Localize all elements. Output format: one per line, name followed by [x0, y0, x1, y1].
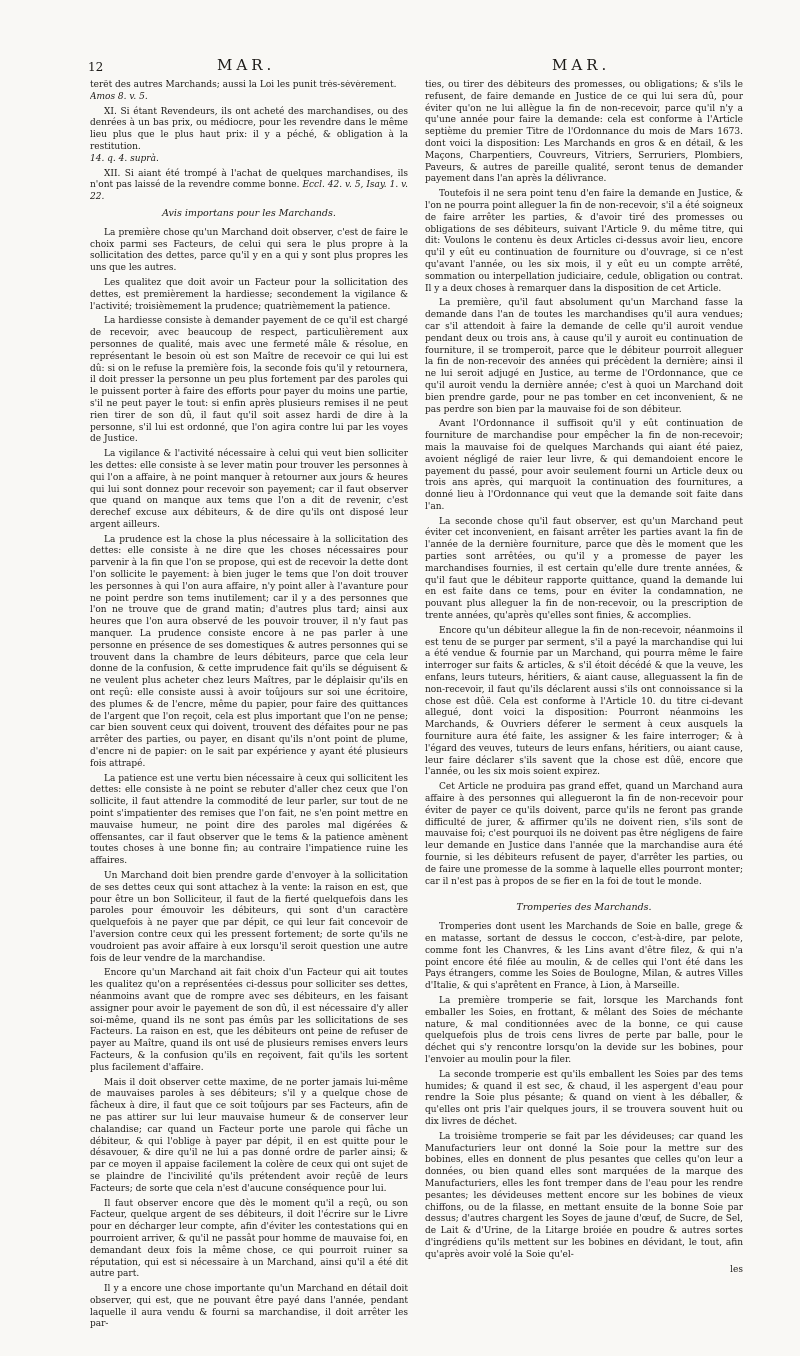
paragraph: Avant l'Ordonnance il suffisoit qu'il y eût continuation de fourniture de marchandise pour empêcher la fin de non-recevoir; mais la mauvaise foi de quelques Marchands qui aiant été paiez, avoient négligé de raier leur livre, & qui demandoient encore le payement du passé, pour avoir seulement fourni un Article deux ou trois ans après, qui marquoit la continuation des fournitures, a donné lieu à l'Ordonnance qui veut que la demande soit faite dans l'an.	[425, 419, 743, 512]
paragraph: Toutefois il ne sera point tenu d'en faire la demande en Justice, & l'on ne pourra point alleguer la fin de non-recevoir, s'il a été soigneux de faire arrêter les parties, & d'avoir tiré des promesses ou obligations de ses débiteurs, suivant l'Article 9. du même titre, qui dit: Voulons le contenu ès deux Articles ci-dessus avoir lieu, encore qu'il y eût eu continuation de fourniture ou d'ouvrage, si ce n'est qu'avant l'année, ou les six mois, il y eût eu un compte arrêté, sommation ou interpellation judiciaire, cedule, obligation ou contrat. Il y a deux choses à remarquer dans la disposition de cet Article.	[425, 189, 743, 294]
paragraph: La première tromperie se fait, lorsque les Marchands font emballer les Soies, en frottant, & mêlant des Soies de méchante nature, & mal conditionnées avec de la bonne, ce qui cause quelquefois plus de trois cens livres de perte par balle, pour le déchet qui s'y rencontre lorsqu'on la devide sur les bobines, pour l'envoier au moulin pour la filer.	[425, 995, 743, 1065]
paragraph: La première, qu'il faut absolument qu'un Marchand fasse la demande dans l'an de toutes les marchandises qu'il aura vendues; car s'il attendoit à faire la demande de celle qu'il auroit vendue pendant deux ou trois ans, à cause qu'il y auroit eu continuation de fourniture, il se tromperoit, parce que le débiteur pourroit alleguer la fin de non-recevoir des années qui précèdent la dernière; ainsi il ne lui seroit adjugé en Justice, au terme de l'Ordonnance, que ce qu'il auroit vendu la dernière année; c'est à quoi un Marchand doit bien prendre garde, pour ne pas tomber en cet inconvenient, & ne pas perdre son bien par la mauvaise foi de son débiteur.	[425, 298, 743, 415]
page-number: 12	[88, 60, 104, 74]
paragraph: Encore qu'un Marchand ait fait choix d'un Facteur qui ait toutes les qualitez qu'on a représentées ci-dessus pour solliciter ses dettes, néanmoins avant que de rompre avec ses débiteurs, en les faisant assigner pour avoir le payement de son dû, il est nécessaire d'y aller soi-même, quand ils ne sont pas émûs par les sollicitations de ses Facteurs. La raison en est, que les débiteurs ont peine de refuser de payer au Maître, quand ils ont usé de plusieurs remises envers leurs Facteurs, & la confusion qu'ils en reçoivent, fait qu'ils les sortent plus facilement d'affaire.	[90, 968, 408, 1073]
paragraph: Encore qu'un débiteur allegue la fin de non-recevoir, néanmoins il est tenu de se purger par serment, s'il a payé la marchandise qui lui a été vendue & fournie par un Marchand, qui pourra même le faire interroger sur faits & articles, & s'il étoit décédé & que la veuve, les enfans, leurs tuteurs, héritiers, & aiant cause, alleguassent la fin de non-recevoir, il faut qu'ils déclarent aussi s'ils ont connoissance si la chose est dûë. Cela est conforme à l'Article 10. du titre ci-devant allegué, dont voici la disposition: Pourront néanmoins les Marchands, & Ouvriers déferer le serment à ceux ausquels la fourniture aura été faite, les assigner & les faire interroger; & à l'égard des veuves, tuteurs de leurs enfans, héritiers, ou aiant cause, leur faire déclarer s'ils savent que la chose est dûë, encore que l'année, ou les six mois soient expirez.	[425, 625, 743, 778]
paragraph: La vigilance & l'activité nécessaire à celui qui veut bien solliciter les dettes: elle consiste à se lever matin pour trouver les personnes à qui l'on a affaire, à ne point manquer à retourner aux jours & heures qui lui sont donnez pour recevoir son payement; car il faut observer que quand on manque aux tems que l'on a dit de revenir, c'est derechef excuse aux débiteurs, & de dire qu'ils ont disposé leur argent ailleurs.	[90, 449, 408, 530]
left-column	[90, 80, 408, 1340]
paragraph: terêt des autres Marchands; aussi la Loi les punit très-sévèrement. Amos 8. v. 5.	[90, 80, 397, 102]
paragraph: La hardiesse consiste à demander payement de ce qu'il est chargé de recevoir, avec beaucoup de respect, particulièrement aux personnes de qualité, mais avec une fermeté mâle & résolue, en représentant le besoin où est son Maître de recevoir ce qui lui est dû: si on le refuse la première fois, la seconde fois qu'il y retournera, il doit presser la personne un peu plus fortement par des paroles qui le puissent porter à faire des efforts pour payer du moins une partie, s'il ne peut payer le tout: si enfin après plusieurs remises il ne peut rien tirer de son dû, il faut qu'il soit assez hardi de dire à la personne, s'il lui est ordonné, que l'on agira contre lui par les voyes de Justice.	[90, 316, 408, 445]
paragraph: La troisième tromperie se fait par les dévideuses; car quand les Manufacturiers leur ont donné la Soie pour la mettre sur des bobines, elles en donnent de plus pesantes que celles qu'on leur a données, ou bien quand elles sont marquées de la marque des Manufacturiers, elles les font tremper dans de l'eau pour les rendre pesantes; les dévideuses mettent encore sur les bobines de vieux chiffons, ou de la filasse, en mettant ensuite de la bonne Soie par dessus; d'autres chargent les Soyes de jaune d'œuf, de Sucre, de Sel, de Lait & d'Urine, de la Litarge broiée en poudre & autres sortes d'ingrédiens qu'ils mettent sur les bobines en dévidant, le tout, afin qu'après avoir volé la Soie qu'el-	[425, 1131, 743, 1260]
reference: 14. q. 4. suprà.	[90, 153, 159, 164]
right-column	[425, 80, 743, 1340]
paragraph: ties, ou tirer des débiteurs des promesses, ou obligations; & s'ils le refusent, de faire demande en Justice de ce qui lui sera dû, pour éviter qu'on ne lui allègue la fin de non-recevoir, parce qu'il n'y a qu'une année pour faire la demande: cela est conforme à l'Article septième du premier Titre de l'Ordonnance du mois de Mars 1673. dont voici la disposition: Les Marchands en gros & en détail, & les Maçons, Charpentiers, Couvreurs, Vitriers, Serruriers, Plombiers, Paveurs, & autres de pareille qualité, seront tenus de demander payement dans l'an après la délivrance.	[425, 80, 743, 185]
paragraph: La première chose qu'un Marchand doit observer, c'est de faire le choix parmi ses Facteurs, de celui qui sera le plus propre à la sollicitation des dettes, parce qu'il y en a qui y sont plus propres les uns que les autres.	[90, 227, 408, 274]
paragraph: Un Marchand doit bien prendre garde d'envoyer à la sollicitation de ses dettes ceux qui sont attachez à la vente: la raison en est, que pour être un bon Solliciteur, il faut de la fierté quelquefois dans les paroles pour émouvoir les débiteurs, qui sont d'un caractère quelquefois à ne payer que par dépit, ce qui leur fait concevoir de l'aversion contre ceux qui les pressent fortement; de sorte qu'ils ne voudroient pas avoir affaire à eux lorsqu'il seroit question une autre fois de leur vendre de la marchandise.	[90, 871, 408, 964]
running-head-left: MAR.	[217, 56, 276, 74]
paragraph: Il faut observer encore que dès le moment qu'il a reçû, ou son Facteur, quelque argent de ses débiteurs, il doit l'écrire sur le Livre pour en décharger leur compte, afin d'éviter les contestations qui en pourroient arriver, & qu'il ne passât pour homme de mauvaise foi, en demandant deux fois la même chose, ce qui pourroit ruiner sa réputation, qui est si nécessaire à un Marchand, ainsi qu'il a été dit autre part.	[90, 1198, 408, 1280]
paragraph: La seconde chose qu'il faut observer, est qu'un Marchand peut éviter cet inconvenient, en faisant arrêter les parties avant la fin de l'année de la dernière fourniture, parce que dès le moment que les parties sont arrêtées, ou qu'il y a promesse de payer les marchandises fournies, il est certain qu'elle dure trente années, & qu'il faut que le débiteur rapporte quittance, quand la demande lui en est faite dans ce tems, pour en éviter la condamnation, ne pouvant plus alleguer la fin de non-recevoir, ou la prescription de trente années, qu'après qu'elles sont finies, & accomplies.	[425, 516, 743, 622]
paragraph: La seconde tromperie est qu'ils emballent les Soies par des tems humides; & quand il est sec, & chaud, il les aspergent d'eau pour rendre la Soie plus pésante; & quand on vient à les déballer, & qu'elles ont pris l'air quelques jours, il se trouvera souvent huit ou dix livres de déchet.	[425, 1069, 743, 1127]
paragraph: La patience est une vertu bien nécessaire à ceux qui sollicitent les dettes: elle consiste à ne point se rebuter d'aller chez ceux que l'on sollicite, il faut attendre la commodité de leur parler, sur tout de ne point s'impatienter des remises que l'on fait, ne s'en point mettre en mauvaise humeur, ne point dire des paroles mal digérées & offensantes, car il faut observer que le tems & la patience amènent toutes choses à une bonne fin; au contraire l'impatience ruine les affaires.	[90, 773, 408, 867]
paragraph: La prudence est la chose la plus nécessaire à la sollicitation des dettes: elle consiste à ne dire que les choses nécessaires pour parvenir à la fin que l'on se propose, qui est de recevoir la dette dont l'on sollicite le payement: à bien juger le tems que l'on doit trouver les personnes à qui l'on aura affaire, n'y point aller à l'avanture pour ne point perdre son tems inutilement; car il y a des personnes que l'on ne trouve que de grand matin; d'autres plus tard; ainsi aux heures que l'on aura observé de les pouvoir trouver, il n'y faut pas manquer. La prudence consiste encore à ne pas parler à une personne en présence de ses domestiques & autres personnes qui se trouvent dans la chambre de leurs débiteurs, parce que cela leur donne de la confusion, & cette imprudence fait qu'ils se déguisent & ne veulent plus acheter chez leurs Maîtres, par le déplaisir qu'ils en ont reçû: elle consiste aussi à avoir toûjours sur soi une écritoire, des plumes & de l'encre, même du papier, pour faire des quittances de l'argent que l'on reçoit, cela est plus important que l'on ne pense; car bien souvent ceux qui doivent, trouvent des défaites pour ne pas arrêter des parties, ou payer, en disant qu'ils n'ont point de plume, d'encre ni de papier: on le sait par expérience y ayant été plusieurs fois attrapé.	[90, 534, 408, 769]
paragraph: Les qualitez que doit avoir un Facteur pour la sollicitation des dettes, est premièrement la hardiesse; secondement la vigilance & l'activité; troisièmement la prudence; quatrièmement la patience.	[90, 277, 408, 312]
reference: Eccl. 42. v. 5, Isay. 1. v. 22.	[90, 180, 408, 203]
paragraph: XI. Si étant Revendeurs, ils ont acheté des marchandises, ou des denrées à un bas prix, ou médiocre, pour les revendre dans le même lieu plus que le plus haut prix: il y a péché, & obligation à la restitution. 14. q. 4. suprà.	[90, 106, 408, 164]
reference: Amos 8. v. 5.	[90, 91, 148, 102]
paragraph: Cet Article ne produira pas grand effet, quand un Marchand aura affaire à des personnes qui allegueront la fin de non-recevoir pour éviter de payer ce qu'ils doivent, parce qu'ils ne feront pas grande difficulté de jurer, & affirmer qu'ils ne doivent rien, s'ils sont de mauvaise foi; c'est pourquoi ils ne doivent pas être négligens de faire leur demande en Justice dans l'année que la marchandise aura été fournie, si les débiteurs refusent de payer, d'arrêter les parties, ou de faire une promesse de la somme à laquelle elles pourront monter; car il n'est pas à propos de se fier en la foi de tout le monde.	[425, 782, 743, 887]
section-title: Tromperies des Marchands.	[516, 902, 652, 914]
paragraph: Mais il doit observer cette maxime, de ne porter jamais lui-même de mauvaises paroles à ses débiteurs; s'il y a quelque chose de fâcheux à dire, il faut que ce soit toûjours par ses Facteurs, afin de ne pas attirer sur lui leur mauvaise humeur & de conserver leur chalandise; car quand un Facteur porte une parole qui fâche un débiteur, & qui l'oblige à payer par dépit, il en est quitte pour le désavouer, & dire qu'il ne lui a pas donné ordre de parler ainsi; & par ce moyen il appaise facilement la colère de ceux qui ont sujet de se plaindre de l'incivilité qu'ils prétendent avoir reçûë de leurs Facteurs; de sorte que cela n'est d'aucune conséquence pour lui.	[90, 1077, 408, 1194]
paragraph: Il y a encore une chose importante qu'un Marchand en détail doit observer, qui est, que ne pouvant être payé dans l'année, pendant laquelle il aura vendu & fourni sa marchandise, il doit arrêter les par-	[90, 1284, 408, 1330]
running-head-right: MAR.	[552, 56, 611, 74]
catchword: les	[730, 1264, 743, 1275]
section-title: Avis importans pour les Marchands.	[162, 207, 336, 219]
paragraph: XII. Si aiant été trompé à l'achat de quelques marchandises, ils n'ont pas laissé de la revendre comme bonne. Eccl. 42. v. 5, Isay. 1. v. 22.	[90, 168, 408, 203]
paragraph: Tromperies dont usent les Marchands de Soie en balle, grege & en matasse, sortant de dessus le coccon, c'est-à-dire, par pelote, comme font les Chanvres, & les Lins avant d'être filez, & qui n'a point encore été filée au moulin, & de celles qui l'ont été dans les Pays étrangers, comme les Soies de Boulogne, Milan, & autres Villes d'Italie, & qui s'aprêtent en France, à Lion, à Marseille.	[425, 922, 743, 992]
